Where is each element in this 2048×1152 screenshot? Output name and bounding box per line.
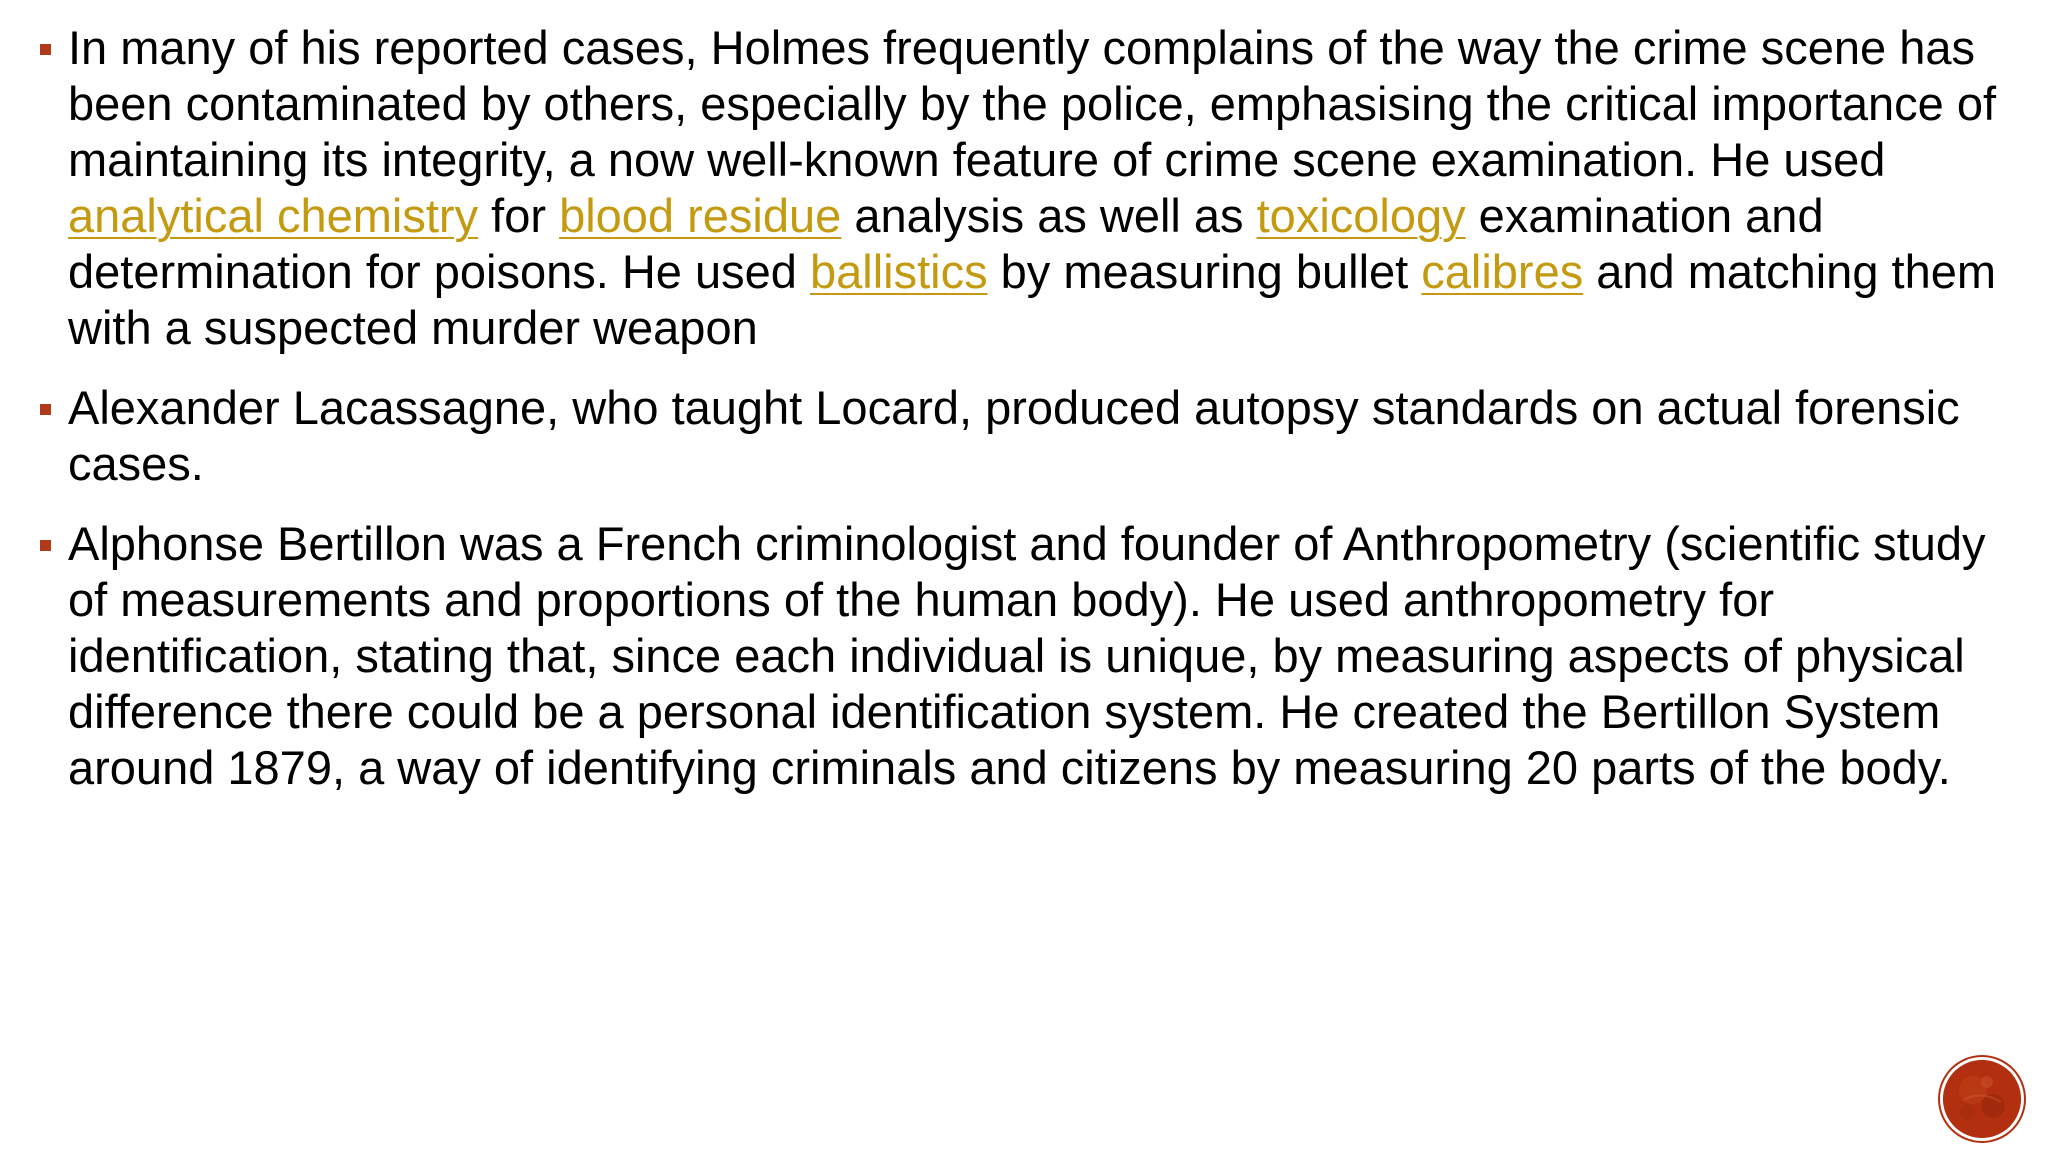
square-bullet-icon <box>40 44 51 55</box>
textured-circle-icon <box>1943 1060 2021 1138</box>
bullet-text-segment: and matching them with a suspected murder weapon <box>68 245 1997 354</box>
bullet-item-bertillon <box>36 516 2016 796</box>
link-ballistics[interactable]: ballistics <box>809 245 988 298</box>
link-toxicology[interactable]: toxicology <box>1256 189 1466 242</box>
square-bullet-icon <box>40 540 51 551</box>
bullet-text-segment: In many of his reported cases, Holmes frequently complains of the way the crime scene has been contaminated by others, especially by the police, emphasising the critical importance of maintaining its integrity, a now well-known feature of crime scene examination. He used <box>68 21 1997 186</box>
bullet-item-holmes <box>36 20 2016 356</box>
bullet-text-segment: for <box>478 189 560 242</box>
bullet-item-lacassagne <box>36 380 2016 492</box>
bullet-text-segment: analysis as well as <box>841 189 1257 242</box>
bullet-text-segment: Alphonse Bertillon was a French criminologist and founder of Anthropometry (scientific study of measurements and proportions of the human body). He used anthropometry for identification, stating that, since each individual is unique, by measuring aspects of physical difference there could be a personal identification system. He created the Bertillon System around 1879, a way of identifying criminals and citizens by measuring 20 parts of the body. <box>68 517 1986 794</box>
link-analytical-chemistry[interactable]: analytical chemistry <box>68 189 479 242</box>
slide-nav-button[interactable] <box>1943 1060 2021 1138</box>
square-bullet-icon <box>40 404 51 415</box>
bullet-text-segment: Alexander Lacassagne, who taught Locard, produced autopsy standards on actual forensic cases. <box>68 381 1960 490</box>
link-calibres[interactable]: calibres <box>1421 245 1584 298</box>
bullet-text-segment: examination and determination for poisons. He used <box>68 189 1824 298</box>
bullet-list <box>36 20 2016 820</box>
link-blood-residue[interactable]: blood residue <box>559 189 842 242</box>
bullet-text-segment: by measuring bullet <box>987 245 1422 298</box>
